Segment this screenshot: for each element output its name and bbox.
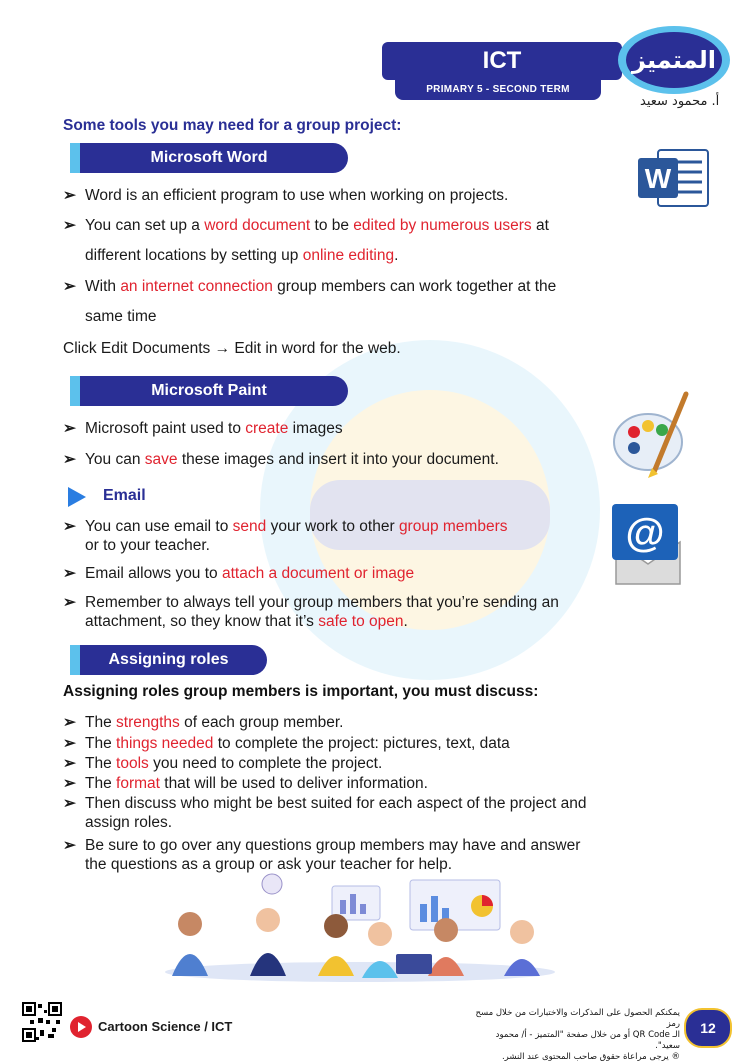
- roles-bullet-2: ➢ The things needed to complete the project: pictures, text, data: [63, 735, 510, 752]
- email-bullet-1-cont: or to your teacher.: [85, 537, 210, 554]
- teamwork-illustration: [160, 872, 560, 990]
- brand-logo: [612, 20, 730, 100]
- arrow-bullet-icon: ➢: [63, 217, 76, 234]
- word-icon: [636, 146, 710, 208]
- email-bullet-3: ➢ Remember to always tell your group members that you’re sending an: [63, 594, 559, 611]
- word-bullet-3-cont: same time: [85, 308, 157, 325]
- word-bullet-2: ➢ You can set up a word document to be edited by numerous users at: [63, 217, 549, 234]
- arrow-bullet-icon: ➢: [63, 837, 76, 854]
- arrow-bullet-icon: ➢: [63, 518, 76, 535]
- paint-bullet-1: ➢ Microsoft paint used to create images: [63, 420, 343, 437]
- play-triangle-icon: [66, 486, 88, 508]
- intro-heading: Some tools you may need for a group project:: [63, 117, 402, 134]
- arrow-bullet-icon: ➢: [63, 187, 76, 204]
- roles-bullet-5: ➢ Then discuss who might be best suited for each aspect of the project and: [63, 795, 587, 812]
- email-bullet-2: ➢ Email allows you to attach a document or image: [63, 565, 415, 582]
- channel-name: Cartoon Science / ICT: [98, 1019, 233, 1034]
- arrow-bullet-icon: ➢: [63, 594, 76, 611]
- section-paint-title: Microsoft Paint: [70, 376, 348, 406]
- roles-subheading: Assigning roles group members is important, you must discuss:: [63, 683, 539, 700]
- email-bullet-3-cont: attachment, so they know that it’s safe to open.: [85, 613, 408, 630]
- word-click-instruction: Click Edit Documents → Edit in word for the web.: [63, 340, 401, 357]
- svg-text:@: @: [625, 511, 665, 555]
- arrow-bullet-icon: ➢: [63, 420, 76, 437]
- word-bullet-1: ➢ Word is an efficient program to use when working on projects.: [63, 187, 509, 204]
- paint-palette-icon: [612, 390, 692, 478]
- page-number: 12: [684, 1008, 732, 1048]
- youtube-icon: [70, 1016, 92, 1038]
- section-word-title: Microsoft Word: [70, 143, 348, 173]
- roles-bullet-4: ➢ The format that will be used to deliver information.: [63, 775, 428, 792]
- arrow-bullet-icon: ➢: [63, 735, 76, 752]
- arrow-bullet-icon: ➢: [63, 451, 76, 468]
- qr-code: [22, 1002, 62, 1042]
- paint-bullet-2: ➢ You can save these images and insert it into your document.: [63, 451, 499, 468]
- author-name: أ. محمود سعيد: [640, 94, 720, 109]
- roles-bullet-1: ➢ The strengths of each group member.: [63, 714, 344, 731]
- email-at-icon: [608, 502, 688, 588]
- arrow-bullet-icon: ➢: [63, 795, 76, 812]
- roles-bullet-6: ➢ Be sure to go over any questions group members may have and answer: [63, 837, 581, 854]
- arrow-bullet-icon: ➢: [63, 714, 76, 731]
- section-roles-title: Assigning roles: [70, 645, 267, 675]
- arrow-bullet-icon: ➢: [63, 775, 76, 792]
- grade-subtitle: PRIMARY 5 - SECOND TERM: [395, 80, 601, 100]
- arrow-bullet-icon: ➢: [63, 565, 76, 582]
- roles-bullet-5-cont: assign roles.: [85, 814, 173, 831]
- section-email-title: Email: [103, 487, 146, 504]
- subject-title: ICT: [382, 42, 622, 80]
- svg-text:W: W: [644, 163, 672, 194]
- roles-bullet-3: ➢ The tools you need to complete the project.: [63, 755, 383, 772]
- word-bullet-3: ➢ With an internet connection group members can work together at the: [63, 278, 557, 295]
- word-bullet-2-cont: different locations by setting up online editing.: [85, 247, 399, 264]
- arrow-bullet-icon: ➢: [63, 278, 76, 295]
- email-bullet-1: ➢ You can use email to send your work to other group members: [63, 518, 508, 535]
- footer-note: يمكنكم الحصول على المذكرات والاختبارات من خلال مسح رمز الـ QR Code أو من خلال صفحة "المتميز - أ/ محمود سعيد". ® يرجى مراعاة حقوق صاحب المحتوى عند النشر.: [475, 1008, 680, 1062]
- svg-text:المتميز: المتميز: [632, 46, 716, 74]
- roles-bullet-6-cont: the questions as a group or ask your teacher for help.: [85, 856, 453, 873]
- arrow-bullet-icon: ➢: [63, 755, 76, 772]
